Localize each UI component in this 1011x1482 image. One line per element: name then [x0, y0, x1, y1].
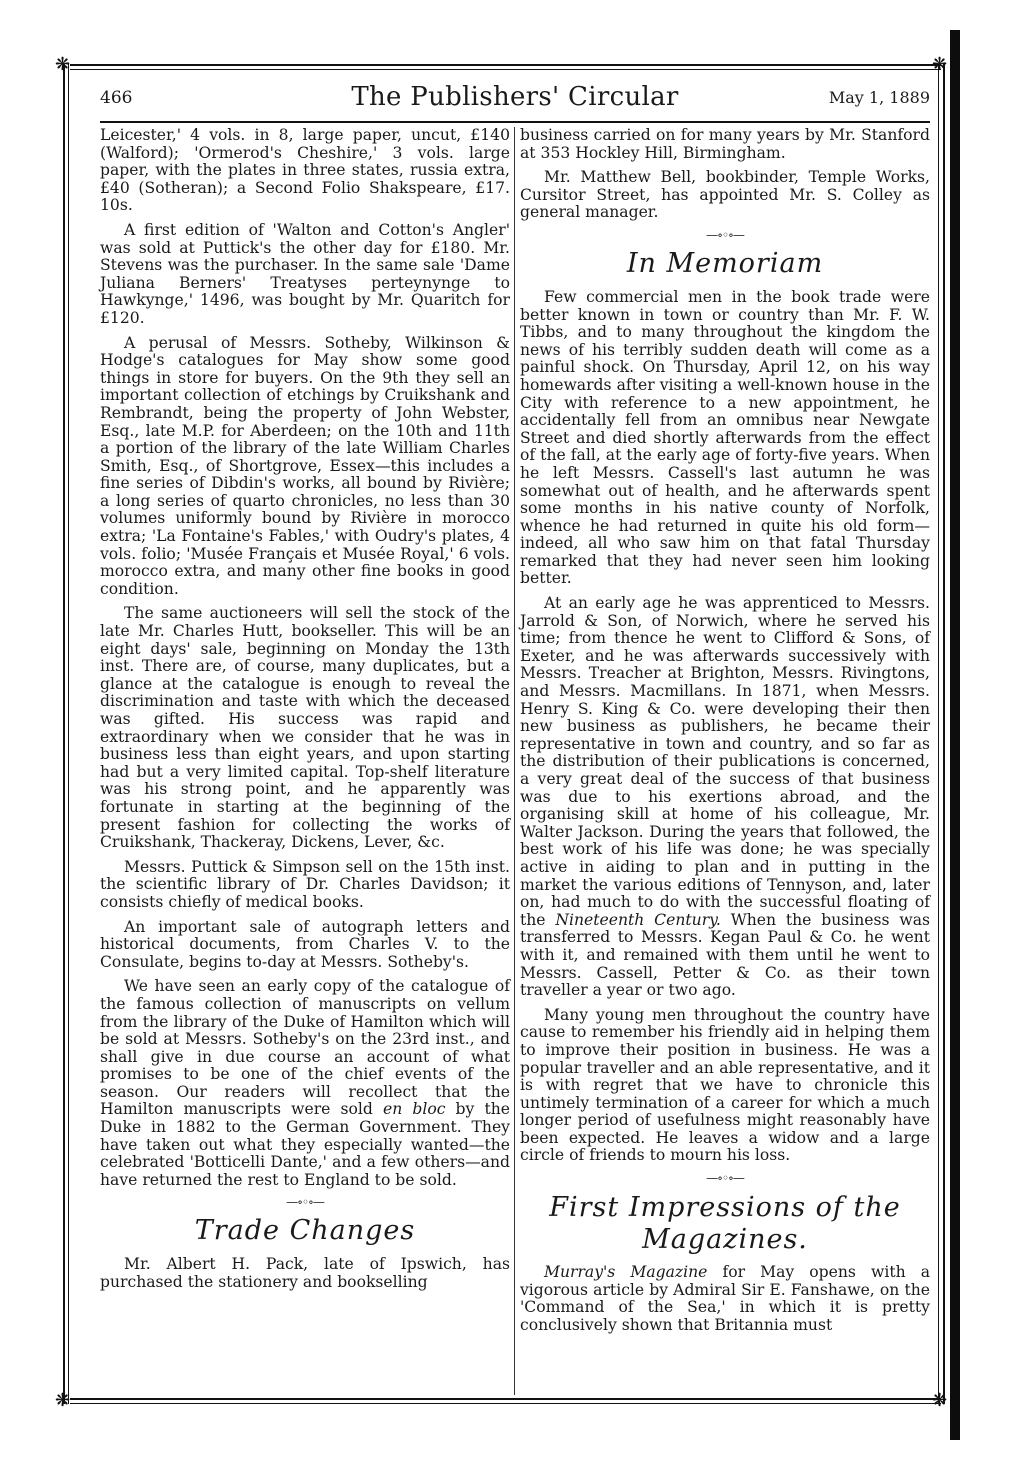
issue-date: May 1, 1889 [828, 88, 930, 107]
section-ornament: —∘◦∘— [706, 227, 744, 242]
left-border-rule-thin [68, 64, 69, 1404]
right-border-rule [943, 64, 945, 1404]
article-paragraph: A perusal of Messrs. Sotheby, Wilkinson & Hodge's catalogues for May show some good things in store for buyers. On the 9th they sell an important collection of etchings by Cruikshank and Rembrandt, being the property of John Webster, Esq., late M.P. for Aberdeen; on the 10th and 11th a portion of the library of the late William Charles Smith, Esq., of Shortgrove, Essex—this includes a fine series of Dibdin's works, all bound by Rivière; a long series of quarto chronicles, no less than 30 volumes uniformly bound by Rivière in morocco extra; 'La Fontaine's Fables,' with Oudry's plates, 4 vols. folio; 'Musée Français et Musée Royal,' 6 vols. morocco extra, and many other fine books in good condition. [100, 333, 510, 598]
right-border-rule-thin [938, 64, 939, 1404]
text-run: by the Duke in 1882 to the German Government. They have taken out what they especially wanted—the celebrated 'Botticelli Dante,' and a few others—and have returned the rest to England to be sold. [100, 1100, 510, 1189]
page-number: 466 [100, 88, 133, 108]
section-ornament: —∘◦∘— [286, 1195, 324, 1210]
scan-edge-shadow [950, 30, 960, 1440]
article-paragraph: Many young men throughout the country have cause to remember his friendly aid in helping them to improve their position in business. He was a popular traveller and an able representative, and it is with regret that we have to chronicle this untimely termination of a career for which a much longer period of usefulness might reasonably have been expected. He leaves a widow and a large circle of friends to mourn his loss. [520, 1005, 930, 1165]
corner-ornament-icon: ❋ [932, 1390, 948, 1411]
page-header [100, 82, 930, 116]
heading-line: Magazines. [642, 1224, 808, 1256]
top-border-rule [70, 64, 941, 66]
article-paragraph: The same auctioneers will sell the stock of the late Mr. Charles Hutt, bookseller. This will be an eight days' sale, beginning on Monday the 13th inst. There are, of course, many duplicates, but a glance at the catalogue is enough to reveal the discrimination and taste with which the deceased was gifted. His success was rapid and extraordinary when we consider that he was in business less than eight years, and upon starting had but a very limited capital. Top-shelf literature was his strong point, and he apparently was fortunate in starting at the beginning of the present fashion for collecting the works of Cruikshank, Thackeray, Dickens, Lever, &c. [100, 604, 510, 852]
left-column [100, 127, 510, 1299]
article-paragraph: Messrs. Puttick & Simpson sell on the 15th inst. the scientific library of Dr. Charles Davidson; it consists chiefly of medical books. [100, 857, 510, 911]
section-heading-trade-changes: Trade Changes [194, 1215, 416, 1247]
text-run: for May opens with a vigorous article by Admiral Sir E. Fanshawe, on the 'Command of the Sea,' in which it is pretty conclusively shown that Britannia must [520, 1263, 930, 1334]
article-paragraph-hamilton [100, 978, 510, 1189]
corner-ornament-icon: ❋ [932, 54, 948, 75]
article-paragraph: A first edition of 'Walton and Cotton's Angler' was sold at Puttick's the other day for £180. Mr. Stevens was the purchaser. In the same sale 'Dame Juliana Berners' Treatyses perteynynge to Hawkynge,' 1496, was bought by Mr. Quaritch for £120. [100, 220, 510, 327]
section-ornament: —∘◦∘— [706, 1171, 744, 1186]
top-border-rule-thin [70, 69, 941, 70]
article-paragraph [520, 595, 930, 1000]
italic-text-run: Nineteenth Century. [555, 910, 721, 929]
italic-text-run: Murray's Magazine [544, 1263, 708, 1282]
section-heading-in-memoriam: In Memoriam [626, 247, 824, 279]
text-run: We have seen an early copy of the catalogue of the famous collection of manuscripts on vellum from the library of the Duke of Hamilton which will be sold at Messrs. Sotheby's on the 23rd inst., and shall give in due course an account of what promises to be one of the chief events of the season. Our readers will recollect that the Hamilton manuscripts were sold [100, 977, 510, 1119]
article-paragraph: Mr. Albert H. Pack, late of Ipswich, has purchased the stationery and bookselling [100, 1255, 510, 1292]
corner-ornament-icon: ❋ [55, 54, 71, 75]
text-run: At an early age he was apprenticed to Messrs. Jarrold & Son, of Norwich, where he served his time; from thence he went to Clifford & Sons, of Exeter, and he was afterwards successively with Messrs. Treacher at Brighton, Messrs. Rivingtons, and Messrs. Macmillans. In 1871, when Messrs. Henry S. King & Co. were developing their then new business as publishers, he became their representative in town and country, and so far as the distribution of their publications is concerned, a very great deal of the success of that business was due to his exertions abroad, and the organising skill at home of his colleague, Mr. Walter Jackson. During the years that followed, the best work of his life was done; he was specially active in aiding to plan and in putting in the market the various editions of Tennyson, and, later on, had much to do with the successful floating of the [520, 594, 930, 929]
article-paragraph: Leicester,' 4 vols. in 8, large paper, uncut, £140 (Walford); 'Ormerod's Cheshire,' 3 vols. large paper, with the plates in three states, russia extra, £40 (Sotheran); a Second Folio Shakspeare, £17. 10s. [100, 126, 510, 215]
corner-ornament-icon: ❋ [55, 1390, 71, 1411]
article-paragraph: business carried on for many years by Mr. Stanford at 353 Hockley Hill, Birmingham. [520, 126, 930, 162]
publication-title: The Publishers' Circular [351, 82, 679, 112]
left-border-rule [63, 64, 65, 1404]
right-column [520, 127, 930, 1341]
bottom-border-rule [70, 1398, 941, 1400]
section-heading-first-impressions [520, 1192, 930, 1256]
article-paragraph: Mr. Matthew Bell, bookbinder, Temple Works, Cursitor Street, has appointed Mr. S. Colley as general manager. [520, 168, 930, 222]
bottom-border-rule-thin [70, 1403, 941, 1404]
column-divider [514, 127, 515, 1395]
heading-line: First Impressions of the [549, 1192, 901, 1224]
article-paragraph: An important sale of autograph letters and historical documents, from Charles V. to the Consulate, begins to-day at Messrs. Sotheby's. [100, 917, 510, 971]
article-paragraph [520, 1264, 930, 1334]
header-rule [100, 121, 930, 123]
article-paragraph: Few commercial men in the book trade were better known in town or country than Mr. F. W. Tibbs, and to many throughout the kingdom the news of his terribly sudden death will come as a painful shock. On Thursday, April 12, on his way homewards after visiting a well-known house in the City with reference to a new appointment, he accidentally fell from an omnibus near Newgate Street and died shortly afterwards from the effect of the fall, at the early age of forty-five years. When he left Messrs. Cassell's last autumn he was somewhat out of health, and he afterwards spent some months in his native county of Norfolk, whence he had returned in quite his old form—indeed, all who saw him on that fatal Thursday remarked that they had never seen him looking better. [520, 287, 930, 588]
italic-text-run: en bloc [382, 1100, 446, 1119]
text-run: When the business was transferred to Messrs. Kegan Paul & Co. he went with it, and remained with them until he went to Messrs. Cassell, Petter & Co. as their town traveller a year or two ago. [520, 910, 930, 1000]
